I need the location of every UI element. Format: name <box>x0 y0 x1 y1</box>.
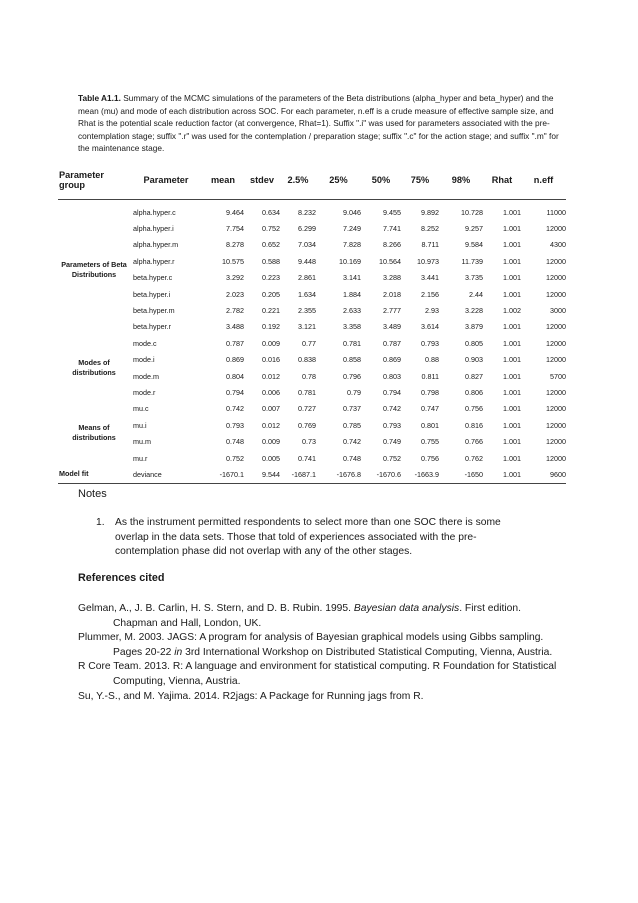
cell-p50: 2.777 <box>383 306 401 316</box>
header-50pct: 50% <box>361 160 401 200</box>
reference-text: Plummer, M. 2003. JAGS: A program for analysis of Bayesian graphical models using Gibbs sampling. Pages 20-22 <box>78 632 544 658</box>
cell-p75: 2.156 <box>421 289 439 299</box>
cell-mean: 3.488 <box>226 322 244 332</box>
cell-neff: 12000 <box>546 289 566 299</box>
cell-p98: -1650 <box>439 466 483 483</box>
cell-p75: 8.252 <box>421 224 439 234</box>
cell-param: alpha.hyper.i <box>133 224 174 234</box>
cell-p2-5: 0.781 <box>298 387 316 397</box>
cell-p50: 3.489 <box>383 322 401 332</box>
cell-stdev: 0.007 <box>262 404 280 414</box>
cell-param: mode.i <box>133 355 155 365</box>
cell-p50: 0.742 <box>383 404 401 414</box>
caption-label: Table A1.1. <box>78 93 121 103</box>
cell-stdev: 0.221 <box>262 306 280 316</box>
cell-neff: 12000 <box>546 338 566 348</box>
cell-rhat: 1.001 <box>503 338 521 348</box>
header-75pct: 75% <box>401 160 439 200</box>
cell-stdev: 0.192 <box>262 322 280 332</box>
table-row <box>58 286 566 302</box>
cell-param: beta.hyper.m <box>133 306 175 316</box>
cell-mean: 10.575 <box>222 256 244 266</box>
cell-p75: 10.973 <box>417 256 439 266</box>
cell-p25: 0.79 <box>347 387 361 397</box>
cell-p2-5: 6.299 <box>298 224 316 234</box>
cell-neff: 5700 <box>550 371 566 381</box>
table-row <box>58 200 566 221</box>
cell-neff: 12000 <box>546 437 566 447</box>
cell-p50: 0.869 <box>383 355 401 365</box>
cell-p25: 10.169 <box>339 256 361 266</box>
cell-neff: 12000 <box>546 404 566 414</box>
cell-mean: 0.748 <box>226 437 244 447</box>
cell-p25: 0.858 <box>343 355 361 365</box>
cell-p50: 10.564 <box>379 256 401 266</box>
cell-p2-5: 1.634 <box>298 289 316 299</box>
cell-p75: 8.711 <box>421 240 439 250</box>
cell-p50: 0.794 <box>383 387 401 397</box>
cell-neff: 12000 <box>546 387 566 397</box>
cell-p50: 0.787 <box>383 338 401 348</box>
cell-p75: -1663.9 <box>401 466 439 483</box>
cell-param: mode.r <box>133 387 156 397</box>
cell-p50: 0.749 <box>383 437 401 447</box>
cell-stdev: 0.009 <box>262 338 280 348</box>
cell-p50: 2.018 <box>383 289 401 299</box>
cell-p98: 3.735 <box>465 273 483 283</box>
cell-p75: 0.88 <box>425 355 439 365</box>
cell-p98: 0.805 <box>465 338 483 348</box>
cell-mean: 2.782 <box>226 306 244 316</box>
cell-p25: -1676.8 <box>316 466 361 483</box>
cell-p2-5: 3.121 <box>298 322 316 332</box>
cell-mean: 0.742 <box>226 404 244 414</box>
group-modes: Modes of distributions <box>72 357 116 377</box>
table-row <box>58 384 566 400</box>
cell-rhat: 1.001 <box>503 387 521 397</box>
cell-p50: 3.288 <box>383 273 401 283</box>
cell-neff: 12000 <box>546 453 566 463</box>
cell-p75: 0.811 <box>421 371 439 381</box>
cell-p2-5: 2.355 <box>298 306 316 316</box>
cell-p75: 0.747 <box>421 404 439 414</box>
cell-rhat: 1.001 <box>503 404 521 414</box>
cell-p75: 0.756 <box>421 453 439 463</box>
reference-text: . First edition. Chapman and Hall, London, UK. <box>113 603 521 629</box>
cell-p25: 0.781 <box>343 338 361 348</box>
table-row <box>58 417 566 433</box>
cell-p98: 3.879 <box>465 322 483 332</box>
cell-stdev: 0.588 <box>262 256 280 266</box>
reference-item <box>78 660 568 689</box>
reference-item <box>78 690 568 705</box>
note-number: 1. <box>96 517 105 528</box>
cell-p75: 0.801 <box>421 420 439 430</box>
table-row <box>58 335 566 351</box>
cell-param: alpha.hyper.m <box>133 240 179 250</box>
table-row <box>58 433 566 449</box>
cell-p75: 0.798 <box>421 387 439 397</box>
cell-p75: 0.755 <box>421 437 439 447</box>
cell-stdev: 0.205 <box>262 289 280 299</box>
cell-stdev: 0.009 <box>262 437 280 447</box>
cell-p98: 0.827 <box>465 371 483 381</box>
cell-param: beta.hyper.c <box>133 273 173 283</box>
cell-rhat: 1.001 <box>503 420 521 430</box>
cell-p2-5: 2.861 <box>298 273 316 283</box>
cell-mean: 0.787 <box>226 338 244 348</box>
cell-rhat: 1.001 <box>503 240 521 250</box>
cell-param: mode.m <box>133 371 159 381</box>
cell-param: mu.r <box>133 453 148 463</box>
header-group: Parameter group <box>58 160 130 200</box>
cell-param: mu.c <box>133 404 149 414</box>
reference-italic: Bayesian data analysis <box>353 603 460 614</box>
cell-neff: 12000 <box>546 420 566 430</box>
cell-param: mode.c <box>133 338 157 348</box>
cell-p25: 0.748 <box>343 453 361 463</box>
table-body <box>58 200 566 484</box>
cell-param: deviance <box>130 466 202 483</box>
cell-param: alpha.hyper.c <box>133 207 176 217</box>
cell-p2-5: 0.78 <box>302 371 316 381</box>
reference-italic: in <box>174 646 183 658</box>
cell-p98: 0.762 <box>465 453 483 463</box>
cell-mean: 7.754 <box>226 224 244 234</box>
cell-p2-5: 0.838 <box>298 355 316 365</box>
cell-stdev: 0.652 <box>262 240 280 250</box>
cell-p75: 9.892 <box>421 207 439 217</box>
group-means: Means of distributions <box>72 423 116 443</box>
table-caption <box>78 92 560 155</box>
cell-p25: 3.358 <box>343 322 361 332</box>
header-mean: mean <box>202 160 244 200</box>
cell-neff: 11000 <box>546 207 566 217</box>
cell-p50: -1670.6 <box>361 466 401 483</box>
header-parameter: Parameter <box>130 160 202 200</box>
table-row <box>58 302 566 318</box>
cell-p98: 3.228 <box>465 306 483 316</box>
mcmc-summary-table <box>58 160 566 484</box>
cell-p25: 7.828 <box>343 240 361 250</box>
cell-p75: 3.441 <box>421 273 439 283</box>
cell-param: mu.m <box>133 437 151 447</box>
table-row <box>58 352 566 368</box>
cell-rhat: 1.001 <box>503 273 521 283</box>
header-rhat: Rhat <box>483 160 521 200</box>
cell-p50: 9.455 <box>383 207 401 217</box>
table-row <box>58 450 566 466</box>
cell-rhat: 1.002 <box>503 306 521 316</box>
cell-mean: 2.023 <box>226 289 244 299</box>
table-row <box>58 237 566 253</box>
cell-p98: 9.584 <box>465 240 483 250</box>
cell-p75: 3.614 <box>421 322 439 332</box>
table-row <box>58 368 566 384</box>
cell-p2-5: 0.741 <box>298 453 316 463</box>
references-title: References cited <box>78 572 165 584</box>
cell-mean: 9.464 <box>226 207 244 217</box>
cell-mean: -1670.1 <box>202 466 244 483</box>
table-row <box>58 270 566 286</box>
cell-mean: 0.793 <box>226 420 244 430</box>
cell-p98: 2.44 <box>469 289 483 299</box>
reference-item <box>78 631 568 660</box>
cell-p2-5: 0.73 <box>302 437 316 447</box>
cell-rhat: 1.001 <box>503 224 521 234</box>
references-list <box>78 602 568 704</box>
cell-neff: 12000 <box>546 355 566 365</box>
cell-mean: 0.804 <box>226 371 244 381</box>
cell-p25: 0.785 <box>343 420 361 430</box>
cell-p98: 9.257 <box>465 224 483 234</box>
cell-p98: 0.903 <box>465 355 483 365</box>
cell-neff: 3000 <box>550 306 566 316</box>
cell-stdev: 0.016 <box>262 355 280 365</box>
header-neff: n.eff <box>521 160 566 200</box>
cell-p50: 8.266 <box>383 240 401 250</box>
cell-stdev: 0.012 <box>262 420 280 430</box>
cell-p98: 0.766 <box>465 437 483 447</box>
cell-p2-5: 9.448 <box>298 256 316 266</box>
table-row <box>58 319 566 335</box>
cell-p50: 0.793 <box>383 420 401 430</box>
cell-p25: 2.633 <box>343 306 361 316</box>
cell-mean: 8.278 <box>226 240 244 250</box>
cell-mean: 0.869 <box>226 355 244 365</box>
cell-p25: 0.737 <box>343 404 361 414</box>
header-stdev: stdev <box>244 160 280 200</box>
cell-stdev: 0.634 <box>262 207 280 217</box>
cell-p50: 7.741 <box>383 224 401 234</box>
notes-title: Notes <box>78 488 107 500</box>
cell-p2-5: -1687.1 <box>280 466 316 483</box>
cell-p25: 0.742 <box>343 437 361 447</box>
header-2-5pct: 2.5% <box>280 160 316 200</box>
cell-stdev: 0.005 <box>262 453 280 463</box>
cell-param: beta.hyper.i <box>133 289 171 299</box>
reference-text: Gelman, A., J. B. Carlin, H. S. Stern, and D. B. Rubin. 1995. <box>78 603 354 614</box>
reference-text: R Core Team. 2013. R: A language and environment for statistical computing. R Foundation for Statistical Computing, Vienna, Austria. <box>78 661 557 687</box>
cell-p75: 2.93 <box>425 306 439 316</box>
cell-p50: 0.752 <box>383 453 401 463</box>
cell-p2-5: 0.77 <box>302 338 316 348</box>
cell-rhat: 1.001 <box>503 289 521 299</box>
cell-p50: 0.803 <box>383 371 401 381</box>
cell-rhat: 1.001 <box>503 256 521 266</box>
cell-stdev: 0.006 <box>262 387 280 397</box>
reference-item <box>78 602 568 631</box>
cell-neff: 12000 <box>546 273 566 283</box>
reference-text: Su, Y.-S., and M. Yajima. 2014. R2jags: A Package for Running jags from R. <box>78 690 424 702</box>
cell-p25: 3.141 <box>343 273 361 283</box>
cell-rhat: 1.001 <box>503 322 521 332</box>
cell-neff: 12000 <box>546 256 566 266</box>
table-row <box>58 220 566 236</box>
table-row <box>58 466 566 483</box>
cell-p98: 0.806 <box>465 387 483 397</box>
table-header-row <box>58 160 566 200</box>
cell-rhat: 1.001 <box>503 207 521 217</box>
cell-neff: 12000 <box>546 322 566 332</box>
table-row <box>58 253 566 269</box>
cell-neff: 12000 <box>546 224 566 234</box>
note-item <box>96 516 536 560</box>
cell-neff: 4300 <box>550 240 566 250</box>
table-row <box>58 401 566 417</box>
cell-p98: 0.816 <box>465 420 483 430</box>
cell-p98: 11.739 <box>461 256 483 266</box>
group-beta-distributions: Parameters of Beta Distributions <box>61 259 127 279</box>
cell-mean: 0.794 <box>226 387 244 397</box>
cell-rhat: 1.001 <box>503 355 521 365</box>
cell-rhat: 1.001 <box>503 371 521 381</box>
reference-text: 3rd International Workshop on Distributed Statistical Computing, Vienna, Austria. <box>182 646 553 658</box>
cell-stdev: 9.544 <box>244 466 280 483</box>
cell-stdev: 0.752 <box>262 224 280 234</box>
cell-p2-5: 7.034 <box>298 240 316 250</box>
cell-param: alpha.hyper.r <box>133 256 175 266</box>
cell-rhat: 1.001 <box>503 453 521 463</box>
cell-mean: 3.292 <box>226 273 244 283</box>
group-model-fit: Model fit <box>58 466 130 483</box>
cell-mean: 0.752 <box>226 453 244 463</box>
header-25pct: 25% <box>316 160 361 200</box>
cell-p25: 7.249 <box>343 224 361 234</box>
cell-p98: 0.756 <box>465 404 483 414</box>
cell-p25: 1.884 <box>343 289 361 299</box>
cell-p2-5: 8.232 <box>298 207 316 217</box>
cell-p2-5: 0.727 <box>298 404 316 414</box>
cell-param: mu.i <box>133 420 147 430</box>
cell-stdev: 0.223 <box>262 273 280 283</box>
cell-p25: 0.796 <box>343 371 361 381</box>
caption-text: Summary of the MCMC simulations of the parameters of the Beta distributions (alpha_hyper and beta_hyper) and the mean (mu) and mode of each distribution across SOC. For each parameter, n.eff is a crude measure of effective sample size, and Rhat is the potential scale reduction factor (at convergence, Rhat=1). Suffix ".i" was used for parameters associated with the pre-contemplation stage; suffix ".r" was used for the contemplation / preparation stage; suffix ".c" for the action stage; and suffix ".m" for the maintenance stage. <box>78 93 559 154</box>
cell-rhat: 1.001 <box>483 466 521 483</box>
cell-p75: 0.793 <box>421 338 439 348</box>
cell-stdev: 0.012 <box>262 371 280 381</box>
note-text: As the instrument permitted respondents to select more than one SOC there is some overlap in the data sets. Those that told of experiences associated with the pre-contemplation phase did not overlap with any of the other stages. <box>115 517 501 558</box>
cell-p2-5: 0.769 <box>298 420 316 430</box>
cell-param: beta.hyper.r <box>133 322 171 332</box>
cell-rhat: 1.001 <box>503 437 521 447</box>
header-98pct: 98% <box>439 160 483 200</box>
cell-p25: 9.046 <box>343 207 361 217</box>
cell-p98: 10.728 <box>461 207 483 217</box>
cell-neff: 9600 <box>521 466 566 483</box>
